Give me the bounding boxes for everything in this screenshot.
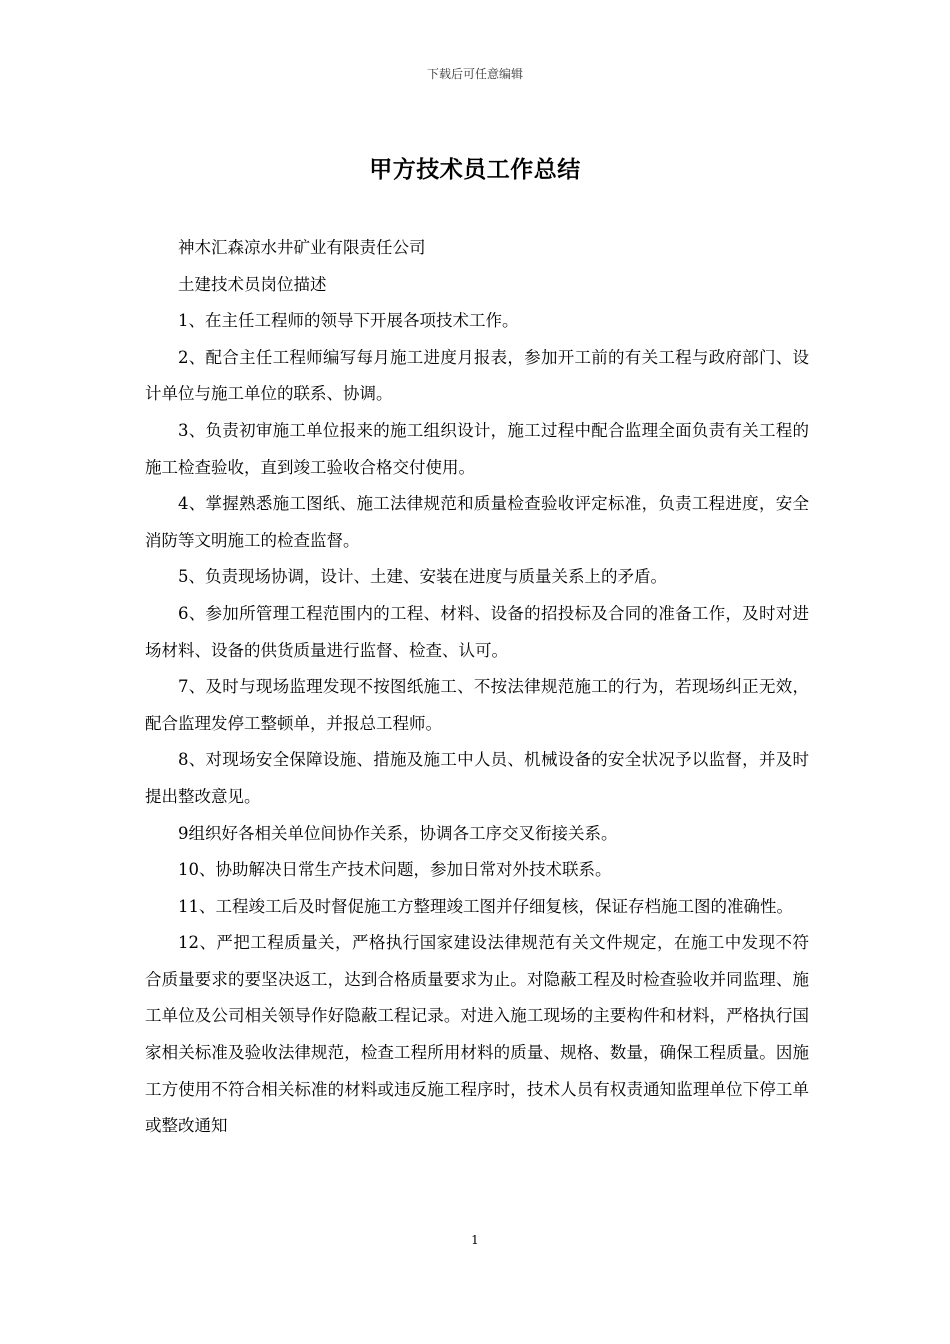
paragraph-item-8: 8、对现场安全保障设施、措施及施工中人员、机械设备的安全状况予以监督，并及时提出整改意见。 [145, 750, 809, 806]
paragraph-item-6: 6、参加所管理工程范围内的工程、材料、设备的招投标及合同的准备工作，及时对进场材料、设备的供货质量进行监督、检查、认可。 [145, 603, 809, 660]
paragraph-item-10: 10、协助解决日常生产技术问题，参加日常对外技术联系。 [178, 860, 612, 880]
paragraph-item-2: 2、配合主任工程师编写每月施工进度月报表，参加开工前的有关工程与政府部门、设计单位与施工单位的联系、协调。 [145, 347, 809, 404]
document-body [145, 230, 809, 1145]
page-number: 1 [471, 1233, 479, 1247]
paragraph-item-3: 3、负责初审施工单位报来的施工组织设计，施工过程中配合监理全面负责有关工程的施工检查验收，直到竣工验收合格交付使用。 [145, 420, 809, 477]
section-subtitle: 土建技术员岗位描述 [178, 274, 327, 294]
header-note: 下载后可任意编辑 [426, 67, 523, 81]
paragraph-item-1: 1、在主任工程师的领导下开展各项技术工作。 [178, 311, 519, 331]
document-title: 甲方技术员工作总结 [369, 156, 581, 183]
paragraph-item-5: 5、负责现场协调，设计、土建、安装在进度与质量关系上的矛盾。 [178, 567, 667, 587]
paragraph-item-12: 12、严把工程质量关，严格执行国家建设法律规范有关文件规定，在施工中发现不符合质量要求的要坚决返工，达到合格质量要求为止。对隐蔽工程及时检查验收并同监理、施工单位及公司相关领导作好隐蔽工程记录。对进入施工现场的主要构件和材料，严格执行国家相关标准及验收法律规范，检查工程所用材料的质量、规格、数量，确保工程质量。因施工方使用不符合相关标准的材料或违反施工程序时，技术人员有权责通知监理单位下停工单或整改通知 [145, 933, 809, 1136]
paragraph-item-7: 7、及时与现场监理发现不按图纸施工、不按法律规范施工的行为，若现场纠正无效，配合监理发停工整顿单，并报总工程师。 [145, 677, 809, 733]
paragraph-item-11: 11、工程竣工后及时督促施工方整理竣工图并仔细复核，保证存档施工图的准确性。 [178, 896, 793, 916]
company-name: 神木汇森凉水井矿业有限责任公司 [178, 238, 426, 257]
paragraph-item-4: 4、掌握熟悉施工图纸、施工法律规范和质量检查验收评定标准，负责工程进度，安全消防等文明施工的检查监督。 [145, 494, 809, 550]
paragraph-item-9: 9组织好各相关单位间协作关系，协调各工序交叉衔接关系。 [178, 823, 618, 843]
